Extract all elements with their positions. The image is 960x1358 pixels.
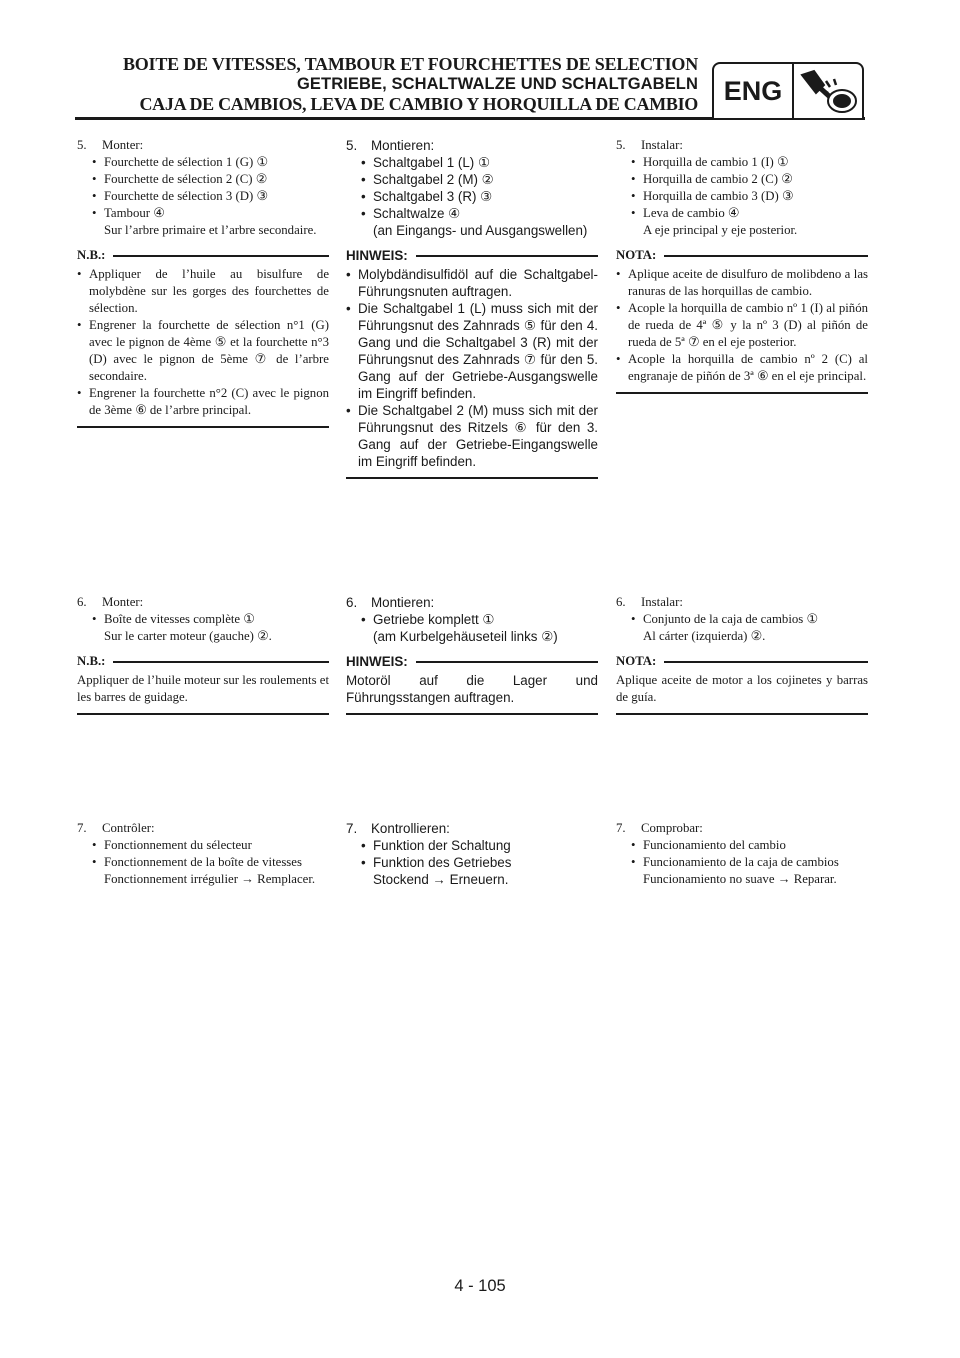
step-title: Monter: (102, 138, 144, 152)
step-title: Comprobar: (641, 821, 703, 835)
step-number: 6. (77, 595, 87, 609)
note-item: • Engrener la fourchette n°2 (C) avec le pignon de 3ème ⑥ de l’arbre principal. (77, 385, 329, 419)
step-number: 7. (77, 821, 87, 835)
note-rule (664, 661, 868, 663)
note-item: • Aplique aceite de disulfuro de molibdeno a las ranuras de las horquillas de cambio. (616, 266, 868, 300)
de-step7 (346, 820, 598, 888)
list-item: • Fourchette de sélection 3 (D) ③ (92, 188, 329, 205)
list-item: • Schaltgabel 2 (M) ② (361, 171, 598, 188)
item-detail: Sur le carter moteur (gauche) ②. (104, 629, 272, 643)
list-item: • Schaltgabel 1 (L) ① (361, 154, 598, 171)
step-title: Instalar: (641, 138, 683, 152)
list-item: • Getriebe komplett ① (361, 611, 598, 628)
list-item: • Fourchette de sélection 1 (G) ① (92, 154, 329, 171)
note-text: Aplique aceite de motor a los cojinetes y barras de guía. (616, 673, 868, 704)
note-item: • Appliquer de l’huile au bisulfure de molybdène sur les gorges des fourchettes de sélection. (77, 266, 329, 317)
note-end-rule (77, 713, 329, 715)
note-rule (113, 661, 329, 663)
note-end-rule (77, 426, 329, 428)
note-rule (113, 255, 329, 257)
list-item: • Horquilla de cambio 1 (I) ① (631, 154, 868, 171)
fr-step5 (77, 137, 329, 428)
note-item: • Molybdändisulfidöl auf die Schaltgabel-Führungsnuten auftragen. (346, 266, 598, 300)
list-item: • Funcionamiento de la caja de cambios (631, 854, 868, 871)
item-detail: Sur l’arbre primaire et l’arbre secondaire. (104, 223, 317, 237)
note-rule (416, 661, 598, 663)
header-title-es: CAJA DE CAMBIOS, LEVA DE CAMBIO Y HORQUILLA DE CAMBIO (139, 94, 698, 114)
list-item: • Funktion der Schaltung (361, 837, 598, 854)
note-rule (664, 255, 868, 257)
header-title-fr: BOITE DE VITESSES, TAMBOUR ET FOURCHETTES DE SELECTION (122, 54, 698, 74)
note-label: NOTA: (616, 654, 657, 668)
note-end-rule (616, 713, 868, 715)
note-item: • Engrener la fourchette de sélection n°1 (G) avec le pignon de 4ème ⑤ et la fourchette n°3 (D) avec le pignon de 5ème ⑦ de l’arbre secondaire. (77, 317, 329, 385)
item-detail: Stockend → Erneuern. (373, 872, 509, 887)
note-label: N.B.: (77, 654, 106, 668)
note-label: HINWEIS: (346, 248, 408, 263)
note-item: • Acople la horquilla de cambio nº 1 (I) al piñón de rueda de 4ª ⑤ y la nº 3 (D) al piñón de rueda de 5ª ⑦ en el eje posterior. (616, 300, 868, 351)
note-end-rule (346, 713, 598, 715)
note-end-rule (346, 477, 598, 479)
step-number: 7. (616, 821, 626, 835)
item-detail: A eje principal y eje posterior. (643, 223, 798, 237)
fr-step7 (77, 820, 329, 888)
item-detail: Al cárter (izquierda) ②. (643, 629, 766, 643)
list-item: • Boîte de vitesses complète ① (92, 611, 329, 628)
note-item: • Die Schaltgabel 1 (L) muss sich mit der Führungsnut des Zahnrads ⑤ für den 4. Gang und die Schaltgabel 3 (R) mit der Führungsnut des Zahnrads ⑦ für den 5. Gang auf der Getriebe-Ausgangswelle im Eingriff befinden. (346, 300, 598, 402)
note-label: HINWEIS: (346, 654, 408, 669)
page-number: 4 - 105 (454, 1277, 506, 1295)
es-step7 (616, 820, 868, 888)
step-number: 5. (346, 138, 358, 153)
list-item: • Funcionamiento del cambio (631, 837, 868, 854)
fr-step6 (77, 594, 329, 715)
list-item: • Schaltwalze ④ (361, 205, 598, 222)
step-number: 5. (77, 138, 87, 152)
page-header (88, 54, 698, 114)
engine-tools-icon (798, 67, 860, 117)
note-text: Appliquer de l’huile moteur sur les roulements et les barres de guidage. (77, 673, 329, 704)
list-item: • Funktion des Getriebes (361, 854, 598, 871)
list-item: • Conjunto de la caja de cambios ① (631, 611, 868, 628)
list-item: • Fonctionnement de la boîte de vitesses (92, 854, 329, 871)
step-number: 5. (616, 138, 626, 152)
de-step6 (346, 594, 598, 715)
item-detail: Funcionamiento no suave → Reparar. (643, 872, 837, 886)
item-detail: (an Eingangs- und Ausgangswellen) (373, 223, 588, 238)
list-item: • Tambour ④ (92, 205, 329, 222)
note-item: • Acople la horquilla de cambio nº 2 (C) al engranaje de piñón de 3ª ⑥ en el eje principal. (616, 351, 868, 385)
note-label: NOTA: (616, 248, 657, 262)
note-item: • Die Schaltgabel 2 (M) muss sich mit der Führungsnut des Ritzels ⑥ für den 3. Gang auf der Getriebe-Eingangswelle im Eingriff befinden. (346, 402, 598, 470)
step-number: 6. (616, 595, 626, 609)
list-item: • Horquilla de cambio 3 (D) ③ (631, 188, 868, 205)
step-number: 7. (346, 821, 358, 836)
section-badge-label: ENG (714, 64, 794, 118)
step-title: Montieren: (371, 595, 435, 610)
de-step5 (346, 137, 598, 479)
es-step6 (616, 594, 868, 715)
note-label: N.B.: (77, 248, 106, 262)
list-item: • Leva de cambio ④ (631, 205, 868, 222)
item-detail: (am Kurbelgehäuseteil links ②) (373, 629, 558, 644)
header-title-de: GETRIEBE, SCHALTWALZE UND SCHALTGABELN (296, 75, 698, 93)
list-item: • Horquilla de cambio 2 (C) ② (631, 171, 868, 188)
step-title: Kontrollieren: (371, 821, 450, 836)
es-step5 (616, 137, 868, 394)
section-badge (712, 62, 864, 120)
list-item: • Fonctionnement du sélecteur (92, 837, 329, 854)
step-title: Contrôler: (102, 821, 155, 835)
note-end-rule (616, 392, 868, 394)
step-number: 6. (346, 595, 358, 610)
step-title: Montieren: (371, 138, 435, 153)
step-title: Monter: (102, 595, 144, 609)
step-title: Instalar: (641, 595, 683, 609)
item-detail: Fonctionnement irrégulier → Remplacer. (104, 872, 316, 886)
list-item: • Schaltgabel 3 (R) ③ (361, 188, 598, 205)
list-item: • Fourchette de sélection 2 (C) ② (92, 171, 329, 188)
note-text: Motoröl auf die Lager und Führungsstangen auftragen. (346, 673, 598, 705)
note-rule (416, 255, 598, 257)
